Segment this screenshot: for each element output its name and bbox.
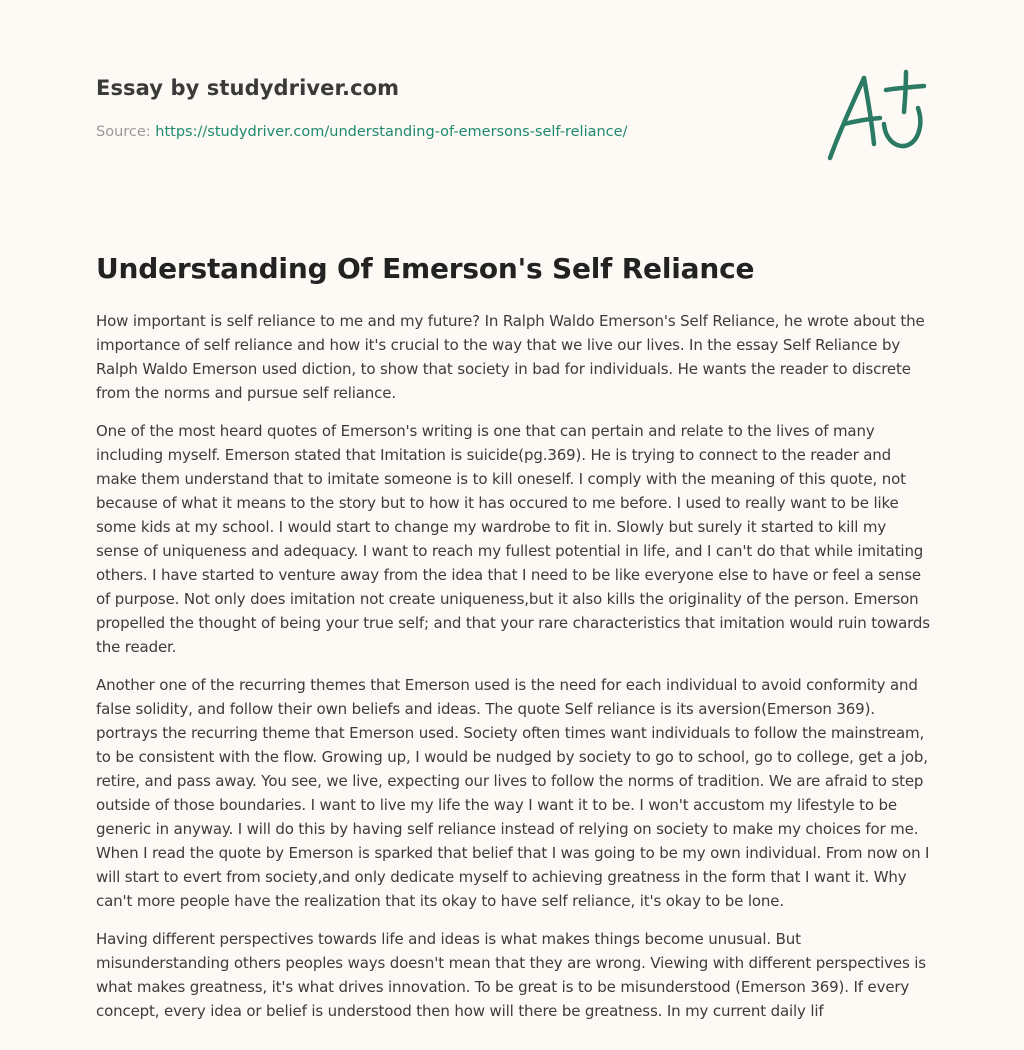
article-title: Understanding Of Emerson's Self Reliance xyxy=(96,252,755,285)
essay-paragraph: How important is self reliance to me and my future? In Ralph Waldo Emerson's Self Reliance, he wrote about the importance of self reliance and how it's crucial to the way that we live our lives. In the essay Self Reliance by Ralph Waldo Emerson used diction, to show that society in bad for individuals. He wants the reader to discrete from the norms and pursue self reliance. xyxy=(96,312,925,402)
a-plus-logo-icon xyxy=(820,66,930,166)
page-header xyxy=(96,76,796,140)
essay-paragraph: Another one of the recurring themes that Emerson used is the need for each individual to avoid conformity and false solidity, and follow their own beliefs and ideas. The quote Self reliance is its aversion(Emerson 369). portrays the recurring theme that Emerson used. Society often times want individuals to follow the mainstream, to be consistent with the flow. Growing up, I would be nudged by society to go to school, go to college, get a job, retire, and pass away. You see, we live, expecting our lives to follow the norms of tradition. We are afraid to step outside of those boundaries. I want to live my life the way I want it to be. I won't accustom my lifestyle to be generic in anyway. I will do this by having self reliance instead of relying on society to make my choices for me. When I read the quote by Emerson is sparked that belief that I was going to be my own individual. From now on I will start to evert from society,and only dedicate myself to achieving greatness in the form that I want it. Why can't more people have the realization that its okay to have self reliance, it's okay to be lone. xyxy=(96,676,930,910)
source-label: Source: xyxy=(96,124,151,140)
source-line xyxy=(96,124,796,140)
source-link[interactable]: https://studydriver.com/understanding-of-emersons-self-reliance/ xyxy=(155,124,628,140)
essay-paragraph: Having different perspectives towards life and ideas is what makes things become unusual. But misunderstanding others peoples ways doesn't mean that they are wrong. Viewing with different perspectives is what makes greatness, it's what drives innovation. To be great is to be misunderstood (Emerson 369). If every concept, every idea or belief is understood then how will there be greatness. In my current daily lif xyxy=(96,930,926,1020)
essay-article xyxy=(96,252,930,1037)
site-title: Essay by studydriver.com xyxy=(96,76,400,100)
essay-paragraph: One of the most heard quotes of Emerson's writing is one that can pertain and relate to the lives of many including myself. Emerson stated that Imitation is suicide(pg.369). He is trying to connect to the reader and make them understand that to imitate someone is to kill oneself. I comply with the meaning of this quote, not because of what it means to the story but to how it has occured to me before. I used to really want to be like some kids at my school. I would start to change my wardrobe to fit in. Slowly but surely it started to kill my sense of uniqueness and adequacy. I want to reach my fullest potential in life, and I can't do that while imitating others. I have started to venture away from the idea that I need to be like everyone else to have or feel a sense of purpose. Not only does imitation not create uniqueness,but it also kills the originality of the person. Emerson propelled the thought of being your true self; and that your rare characteristics that imitation would ruin towards the reader. xyxy=(96,422,930,656)
